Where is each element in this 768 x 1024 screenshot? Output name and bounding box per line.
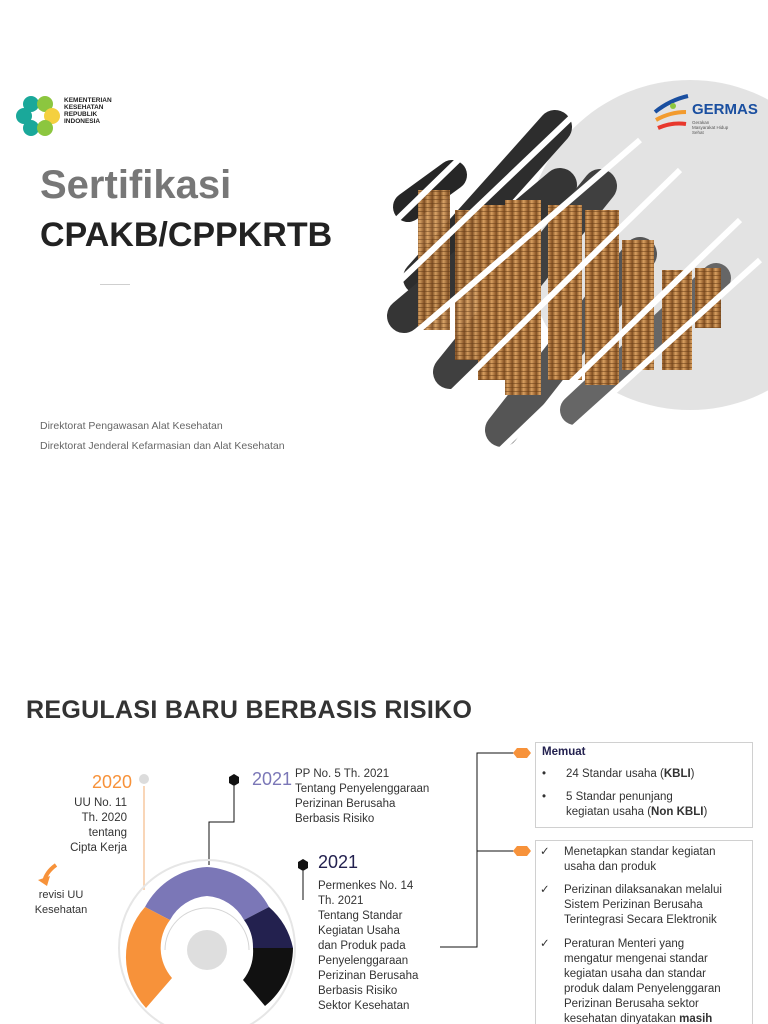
marker-2020 [139, 774, 149, 784]
subtitle-line-1: Direktorat Pengawasan Alat Kesehatan [40, 420, 223, 432]
germas-logo-text: GERMAS [692, 101, 758, 118]
bracket-connector [440, 748, 531, 947]
ministry-logo-icon [16, 96, 60, 136]
marker-pp-2021 [229, 774, 239, 786]
permenkes-text: Permenkes No. 14 Th. 2021 Tentang Standar Kegiatan Usaha dan Produk pada Penyelenggaraan Perizinan Berusaha Berbasis Risiko Sektor Kesehatan [318, 880, 419, 1012]
check-icon: ✓ [540, 846, 550, 858]
orange-hex-marker-1 [513, 748, 531, 758]
check-icon: ✓ [540, 884, 550, 896]
memuat-item-kbli: 24 Standar usaha (KBLI) [566, 768, 695, 780]
title-line-1: Sertifikasi [40, 163, 232, 207]
year-2020: 2020 [92, 772, 133, 792]
memuat-heading: Memuat [542, 746, 586, 758]
title-line-2: CPAKB/CPPKRTB [40, 216, 333, 254]
check-item-1: Menetapkan standar kegiatan usaha dan produk [564, 846, 716, 873]
regulation-slide [0, 660, 768, 1024]
memuat-box [535, 742, 753, 828]
slide-title: REGULASI BARU BERBASIS RISIKO [26, 696, 473, 724]
germas-tagline: Gerakan Masyarakat Hidup Sehat [692, 120, 729, 135]
uu-cipta-kerja-text: UU No. 11 Th. 2020 tentang Cipta Kerja [70, 797, 127, 854]
check-item-2: Perizinan dilaksanakan melalui Sistem Perizinan Berusaha Terintegrasi Secara Elektronik [564, 884, 722, 926]
curved-arrow-icon [38, 865, 56, 886]
year-2021-permenkes: 2021 [318, 852, 359, 872]
bullet-icon: • [542, 791, 547, 803]
checks-box [535, 840, 753, 1024]
ministry-logo-text: KEMENTERIAN KESEHATAN REPUBLIK INDONESIA [64, 97, 112, 125]
gauge-chart [119, 860, 295, 1024]
year-2021-pp: 2021 [252, 769, 293, 789]
bullet-icon: • [542, 768, 547, 780]
orange-hex-marker-2 [513, 846, 531, 856]
revisi-uu-text: revisi UU Kesehatan [34, 889, 88, 916]
marker-permenkes-2021 [298, 859, 308, 871]
memuat-item-non-kbli: 5 Standar penunjang kegiatan usaha (Non KBLI) [566, 791, 708, 818]
title-divider [100, 284, 130, 285]
pp-text: PP No. 5 Th. 2021 Tentang Penyelenggaraan Perizinan Berusaha Berbasis Risiko [295, 768, 430, 825]
check-icon: ✓ [540, 938, 550, 950]
check-item-3: Peraturan Menteri yang mengatur mengenai standar kegiatan usaha dan standar produk dalam Penyelenggaran Perizinan Berusaha sektor kesehatan dinyatakan masih [564, 938, 721, 1024]
subtitle-line-2: Direktorat Jenderal Kefarmasian dan Alat Kesehatan [40, 440, 285, 452]
